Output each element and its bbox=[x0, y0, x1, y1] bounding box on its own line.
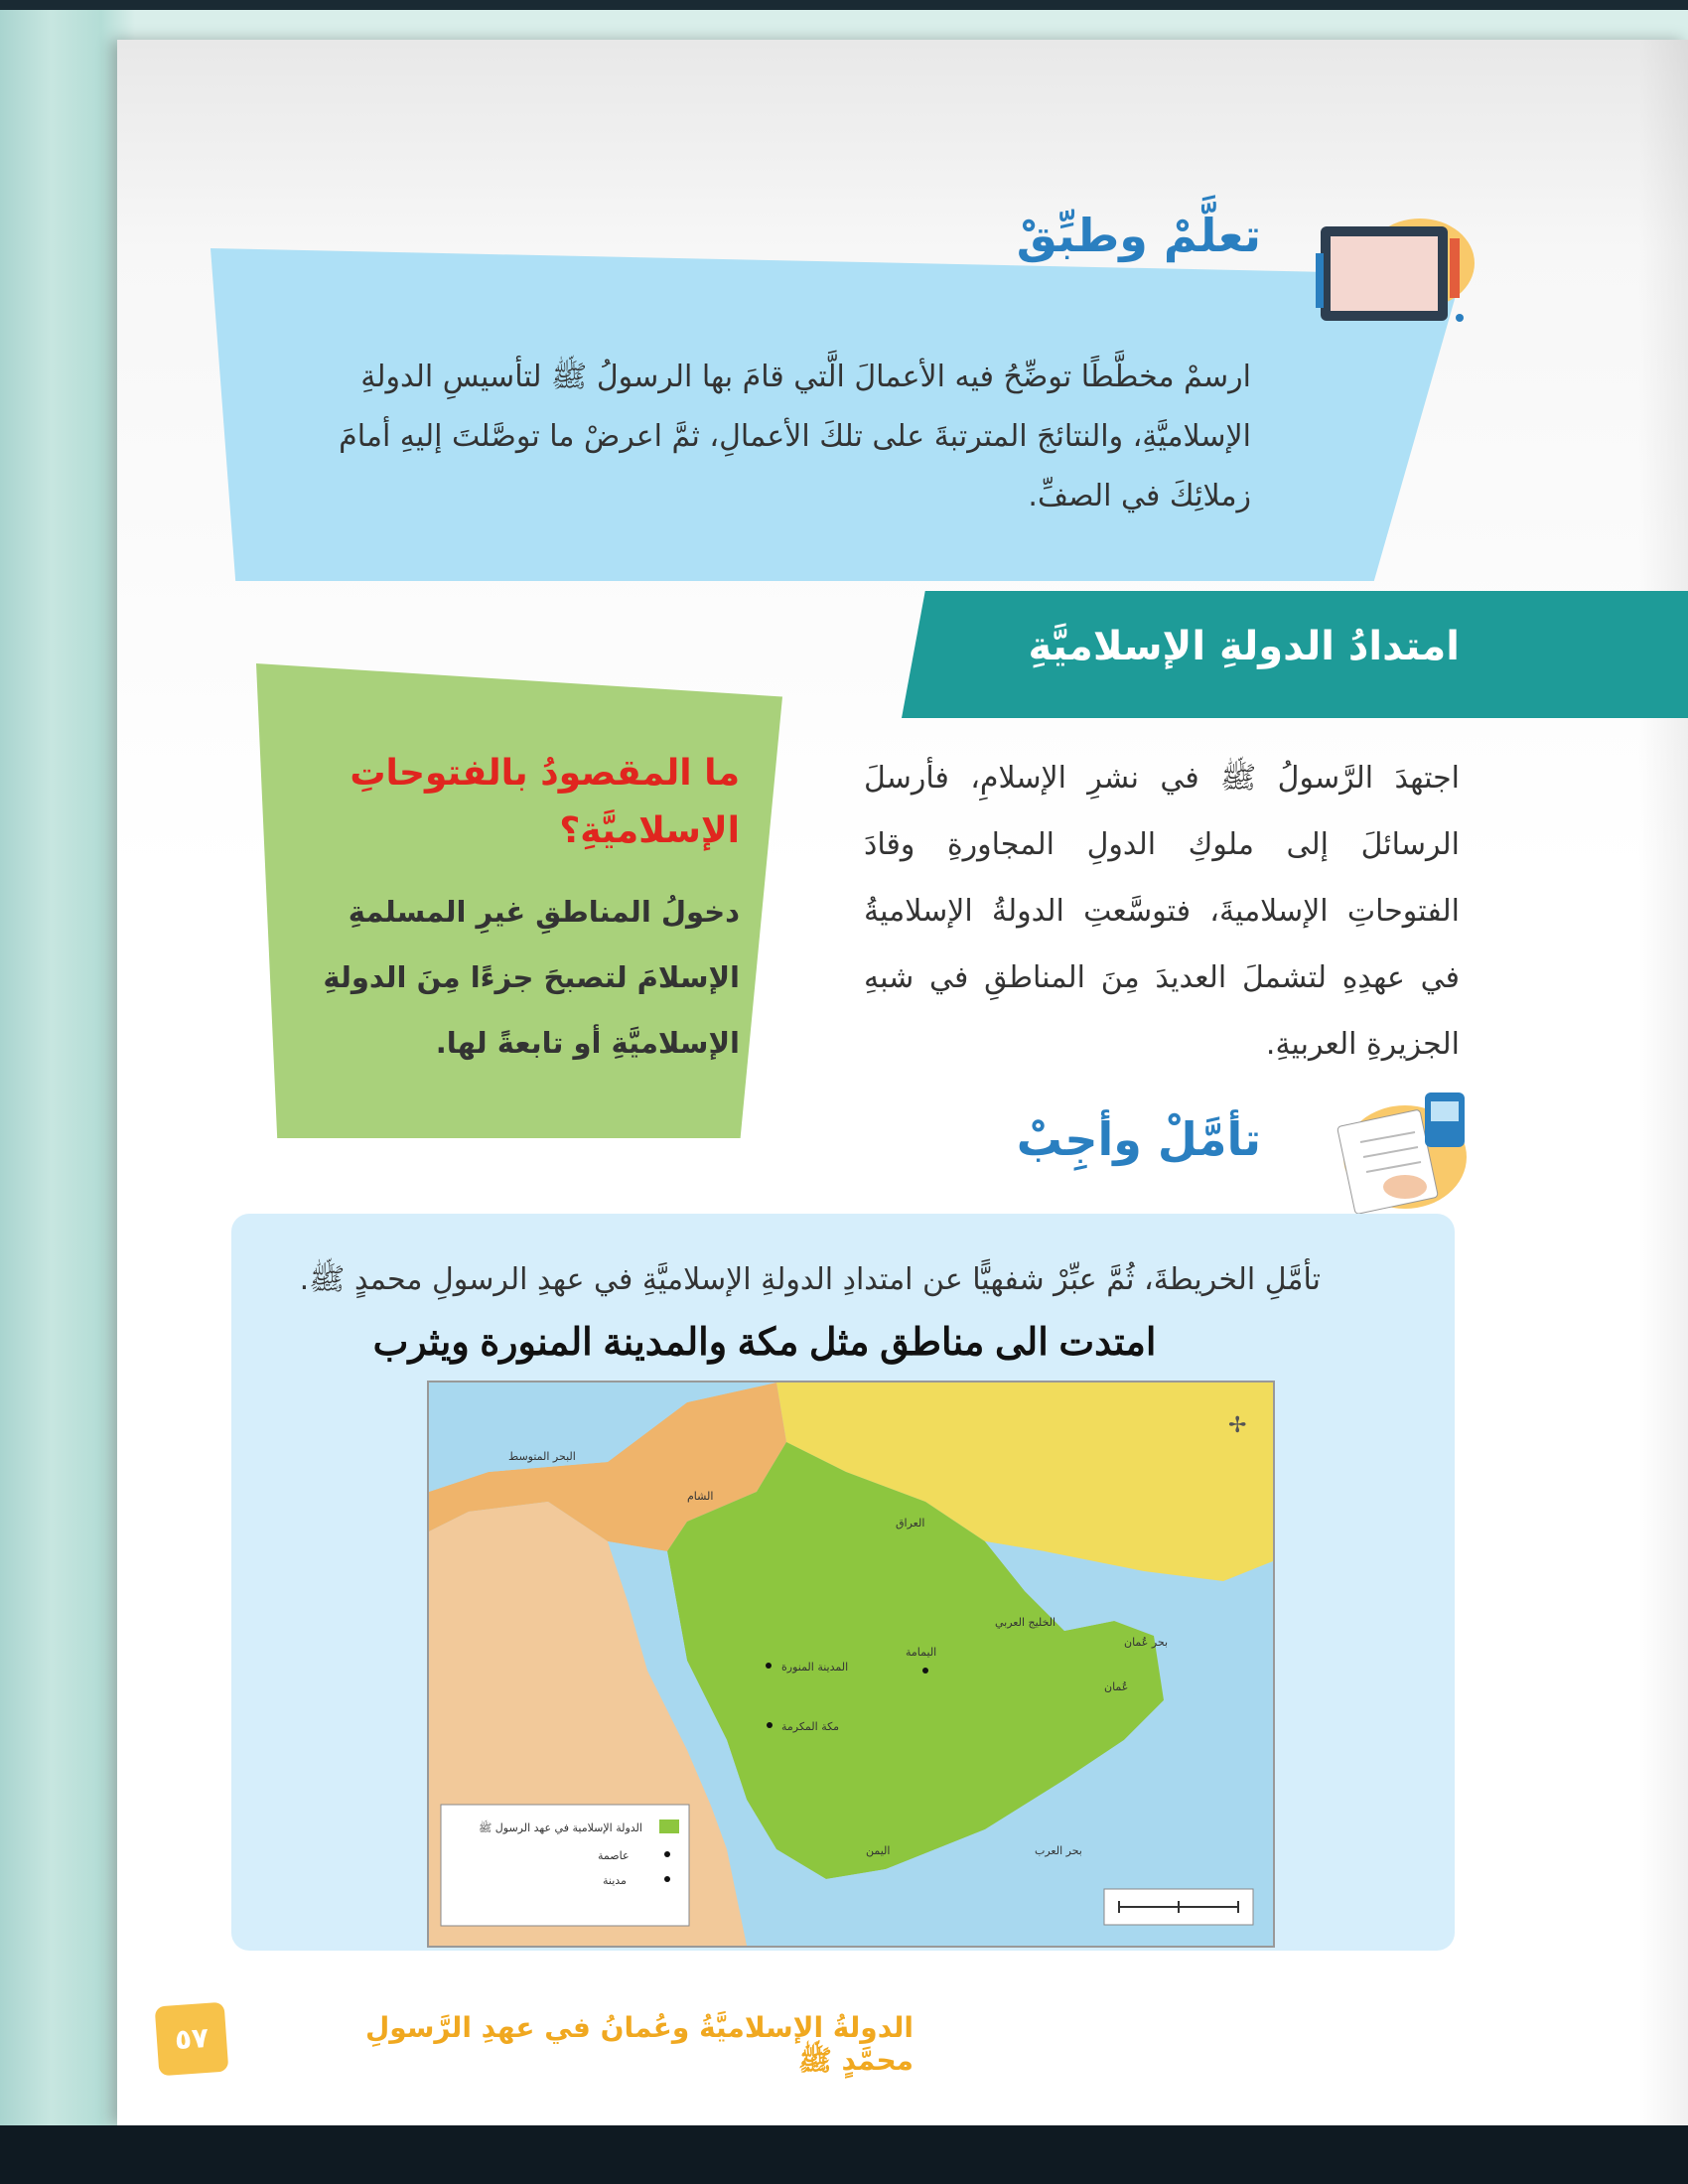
label-arabian-sea: بحر العرب bbox=[1035, 1844, 1082, 1857]
bottom-frame bbox=[0, 2125, 1688, 2184]
definition-answer: دخولُ المناطقِ غيرِ المسلمةِ الإسلامَ لتصبحَ جزءًا مِنَ الدولةِ الإسلاميَّةِ أو تابعةً لها. bbox=[323, 895, 740, 1060]
student-answer: امتدت الى مناطق مثل مكة والمدينة المنورة ويثرب bbox=[372, 1322, 1157, 1364]
page-number-badge: ٥٧ bbox=[155, 2002, 229, 2077]
label-oman: عُمان bbox=[1104, 1680, 1129, 1693]
learn-instructions: ارسمْ مخطَّطًا توضِّحُ فيه الأعمالَ الَّتي قامَ بها الرسولُ ﷺ لتأسيسِ الدولةِ الإسلاميَّةِ، والنتائجَ المترتبةَ على تلكَ الأعمالِ، ثمَّ اعرضْ ما توصَّلتَ إليهِ أمامَ زملائِكَ في الصفِّ. bbox=[339, 360, 1251, 513]
map-legend bbox=[441, 1805, 689, 1926]
section-title: امتدادُ الدولةِ الإسلاميَّةِ bbox=[1028, 624, 1460, 669]
medina-dot bbox=[766, 1663, 772, 1669]
chapter-footer: الدولةُ الإسلاميَّةُ وعُمانُ في عهدِ الرَّسولِ محمَّدٍ ﷺ bbox=[365, 2011, 914, 2077]
learn-title: تعلَّمْ وطبِّقْ bbox=[1016, 209, 1261, 262]
section-paragraph: اجتهدَ الرَّسولُ ﷺ في نشرِ الإسلامِ، فأرسلَ الرسائلَ إلى ملوكِ الدولِ المجاورةِ وقادَ الفتوحاتِ الإسلاميةَ، فتوسَّعتِ الدولةُ الإسلاميةُ في عهدِهِ لتشملَ العديدَ مِنَ المناطقِ في شبهِ الجزيرةِ العربيةِ. bbox=[864, 761, 1460, 1062]
compass-icon: ✢ bbox=[1228, 1413, 1247, 1438]
legend-state: الدولة الإسلامية في عهد الرسول ﷺ bbox=[479, 1821, 642, 1834]
label-mediterranean: البحر المتوسط bbox=[508, 1450, 576, 1463]
legend-capital: عاصمة bbox=[598, 1849, 630, 1862]
label-oman-sea: بحر عُمان bbox=[1124, 1636, 1169, 1649]
label-yamama: اليمامة bbox=[906, 1646, 937, 1659]
arabia-map bbox=[427, 1381, 1275, 1948]
yamama-dot bbox=[922, 1668, 928, 1674]
label-sham: الشام bbox=[687, 1490, 714, 1503]
tablet-icon bbox=[1311, 209, 1479, 338]
top-frame bbox=[0, 0, 1688, 10]
think-title: تأمَّلْ وأجِبْ bbox=[1016, 1112, 1261, 1166]
map-prompt: تأمَّلِ الخريطةَ، ثُمَّ عبِّرْ شفهيًّا عن امتدادِ الدولةِ الإسلاميَّةِ في عهدِ الرسولِ محمدٍ ﷺ. bbox=[299, 1262, 1321, 1297]
page-edge-shade bbox=[1638, 40, 1688, 2125]
label-gulf: الخليج العربي bbox=[995, 1616, 1056, 1629]
notepad-icon bbox=[1326, 1088, 1475, 1217]
legend-city: مدينة bbox=[603, 1874, 627, 1887]
map-scale-bar bbox=[1104, 1889, 1253, 1925]
label-medina: المدينة المنورة bbox=[781, 1661, 849, 1674]
label-mecca: مكة المكرمة bbox=[781, 1720, 840, 1733]
definition-question: ما المقصودُ بالفتوحاتِ الإسلاميَّةِ؟ bbox=[350, 753, 740, 851]
label-iraq: العراق bbox=[896, 1517, 925, 1529]
mecca-dot bbox=[767, 1722, 773, 1728]
label-yemen: اليمن bbox=[866, 1844, 891, 1857]
